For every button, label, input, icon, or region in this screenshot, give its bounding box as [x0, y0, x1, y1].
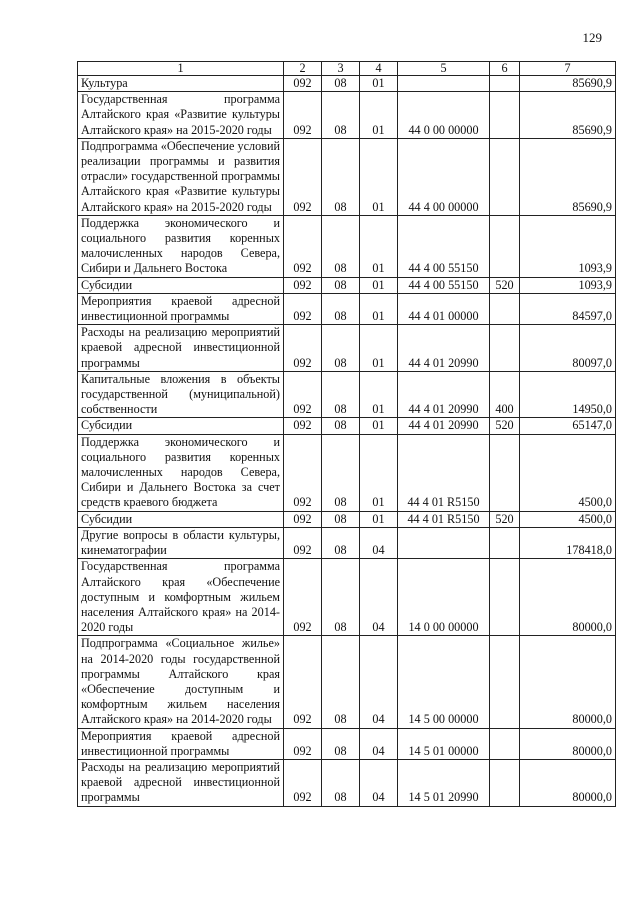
row-name: Подпрограмма «Обеспечение условий реализации программы и развития отрасли» государственной программы Алтайского края «Развитие культуры Алтайского края» на 2015-2020 годы [78, 138, 284, 215]
row-sum: 1093,9 [520, 277, 616, 293]
row-sum: 178418,0 [520, 527, 616, 558]
header-col-1: 1 [78, 62, 284, 76]
row-sum: 80000,0 [520, 728, 616, 759]
row-rz: 08 [322, 215, 360, 277]
row-vr [490, 434, 520, 511]
row-pr: 01 [360, 325, 398, 372]
row-name: Расходы на реализацию мероприятий краевой адресной инвестиционной программы [78, 325, 284, 372]
row-csr: 44 4 01 20990 [398, 371, 490, 418]
row-rz: 08 [322, 138, 360, 215]
row-rz: 08 [322, 636, 360, 728]
row-rz: 08 [322, 293, 360, 324]
row-pr: 04 [360, 636, 398, 728]
row-csr: 14 5 00 00000 [398, 636, 490, 728]
row-vr: 520 [490, 277, 520, 293]
row-gr: 092 [284, 418, 322, 434]
row-sum: 65147,0 [520, 418, 616, 434]
row-vr: 520 [490, 418, 520, 434]
row-rz: 08 [322, 371, 360, 418]
table-header-row [78, 62, 616, 76]
header-col-2: 2 [284, 62, 322, 76]
row-csr: 14 5 01 00000 [398, 728, 490, 759]
row-rz: 08 [322, 728, 360, 759]
row-pr: 01 [360, 138, 398, 215]
row-sum: 80000,0 [520, 559, 616, 636]
row-sum: 4500,0 [520, 434, 616, 511]
row-pr: 04 [360, 527, 398, 558]
row-vr [490, 92, 520, 139]
row-rz: 08 [322, 76, 360, 92]
row-csr: 44 4 00 55150 [398, 277, 490, 293]
row-vr [490, 325, 520, 372]
row-gr: 092 [284, 325, 322, 372]
header-col-5: 5 [398, 62, 490, 76]
table-row [78, 325, 616, 372]
row-rz: 08 [322, 527, 360, 558]
row-csr: 44 0 00 00000 [398, 92, 490, 139]
row-gr: 092 [284, 215, 322, 277]
row-rz: 08 [322, 511, 360, 527]
table-row [78, 215, 616, 277]
row-sum: 80097,0 [520, 325, 616, 372]
row-gr: 092 [284, 559, 322, 636]
row-name: Мероприятия краевой адресной инвестиционной программы [78, 728, 284, 759]
row-pr: 01 [360, 277, 398, 293]
row-pr: 04 [360, 728, 398, 759]
row-vr: 520 [490, 511, 520, 527]
table-row [78, 92, 616, 139]
row-vr [490, 527, 520, 558]
row-gr: 092 [284, 138, 322, 215]
row-sum: 85690,9 [520, 76, 616, 92]
row-vr [490, 76, 520, 92]
row-pr: 01 [360, 92, 398, 139]
row-name: Поддержка экономического и социального развития коренных малочисленных народов Севера, Сибири и Дальнего Востока за счет средств краевого бюджета [78, 434, 284, 511]
row-rz: 08 [322, 92, 360, 139]
row-csr: 44 4 01 20990 [398, 325, 490, 372]
row-csr: 44 4 01 R5150 [398, 511, 490, 527]
row-sum: 80000,0 [520, 636, 616, 728]
row-pr: 01 [360, 511, 398, 527]
row-rz: 08 [322, 759, 360, 806]
row-pr: 04 [360, 759, 398, 806]
row-csr: 44 4 00 55150 [398, 215, 490, 277]
row-sum: 80000,0 [520, 759, 616, 806]
row-name: Субсидии [78, 511, 284, 527]
row-csr: 14 5 01 20990 [398, 759, 490, 806]
row-vr [490, 559, 520, 636]
page-number: 129 [582, 30, 602, 45]
row-vr [490, 636, 520, 728]
row-pr: 01 [360, 215, 398, 277]
row-gr: 092 [284, 371, 322, 418]
row-gr: 092 [284, 728, 322, 759]
row-name: Капитальные вложения в объекты государственной (муниципальной) собственности [78, 371, 284, 418]
row-name: Культура [78, 76, 284, 92]
table-row [78, 371, 616, 418]
row-sum: 1093,9 [520, 215, 616, 277]
row-pr: 01 [360, 434, 398, 511]
row-name: Государственная программа Алтайского края «Обеспечение доступным и комфортным жильем населения Алтайского края» на 2014-2020 годы [78, 559, 284, 636]
table-row [78, 76, 616, 92]
header-col-6: 6 [490, 62, 520, 76]
table-row [78, 434, 616, 511]
row-csr [398, 527, 490, 558]
row-gr: 092 [284, 277, 322, 293]
table-row [78, 511, 616, 527]
row-gr: 092 [284, 293, 322, 324]
row-rz: 08 [322, 277, 360, 293]
row-vr [490, 759, 520, 806]
row-gr: 092 [284, 511, 322, 527]
row-rz: 08 [322, 434, 360, 511]
row-vr [490, 138, 520, 215]
row-vr [490, 293, 520, 324]
row-rz: 08 [322, 418, 360, 434]
row-name: Расходы на реализацию мероприятий краевой адресной инвестиционной программы [78, 759, 284, 806]
row-name: Государственная программа Алтайского края «Развитие культуры Алтайского края» на 2015-2020 годы [78, 92, 284, 139]
header-col-7: 7 [520, 62, 616, 76]
row-gr: 092 [284, 636, 322, 728]
table-row [78, 636, 616, 728]
header-col-4: 4 [360, 62, 398, 76]
table-row [78, 527, 616, 558]
row-pr: 01 [360, 293, 398, 324]
table-row [78, 559, 616, 636]
row-csr: 44 4 00 00000 [398, 138, 490, 215]
row-pr: 01 [360, 371, 398, 418]
table-row [78, 138, 616, 215]
row-sum: 85690,9 [520, 138, 616, 215]
row-sum: 85690,9 [520, 92, 616, 139]
row-vr [490, 215, 520, 277]
budget-table [77, 61, 616, 807]
row-sum: 14950,0 [520, 371, 616, 418]
table-row [78, 728, 616, 759]
row-vr: 400 [490, 371, 520, 418]
row-csr: 44 4 01 R5150 [398, 434, 490, 511]
row-name: Поддержка экономического и социального развития коренных малочисленных народов Севера, Сибири и Дальнего Востока [78, 215, 284, 277]
row-gr: 092 [284, 434, 322, 511]
table-row [78, 418, 616, 434]
row-sum: 84597,0 [520, 293, 616, 324]
row-gr: 092 [284, 76, 322, 92]
row-gr: 092 [284, 527, 322, 558]
row-csr: 44 4 01 00000 [398, 293, 490, 324]
table-row [78, 293, 616, 324]
row-vr [490, 728, 520, 759]
row-csr [398, 76, 490, 92]
row-csr: 44 4 01 20990 [398, 418, 490, 434]
row-csr: 14 0 00 00000 [398, 559, 490, 636]
row-rz: 08 [322, 559, 360, 636]
row-pr: 04 [360, 559, 398, 636]
row-pr: 01 [360, 418, 398, 434]
table-row [78, 759, 616, 806]
row-name: Субсидии [78, 418, 284, 434]
row-sum: 4500,0 [520, 511, 616, 527]
row-name: Подпрограмма «Социальное жилье» на 2014-2020 годы государственной программы Алтайского края «Обеспечение доступным и комфортным жильем населения Алтайского края» на 2014-2020 годы [78, 636, 284, 728]
row-pr: 01 [360, 76, 398, 92]
table-row [78, 277, 616, 293]
row-gr: 092 [284, 759, 322, 806]
row-name: Мероприятия краевой адресной инвестиционной программы [78, 293, 284, 324]
row-rz: 08 [322, 325, 360, 372]
row-gr: 092 [284, 92, 322, 139]
row-name: Субсидии [78, 277, 284, 293]
header-col-3: 3 [322, 62, 360, 76]
row-name: Другие вопросы в области культуры, кинематографии [78, 527, 284, 558]
